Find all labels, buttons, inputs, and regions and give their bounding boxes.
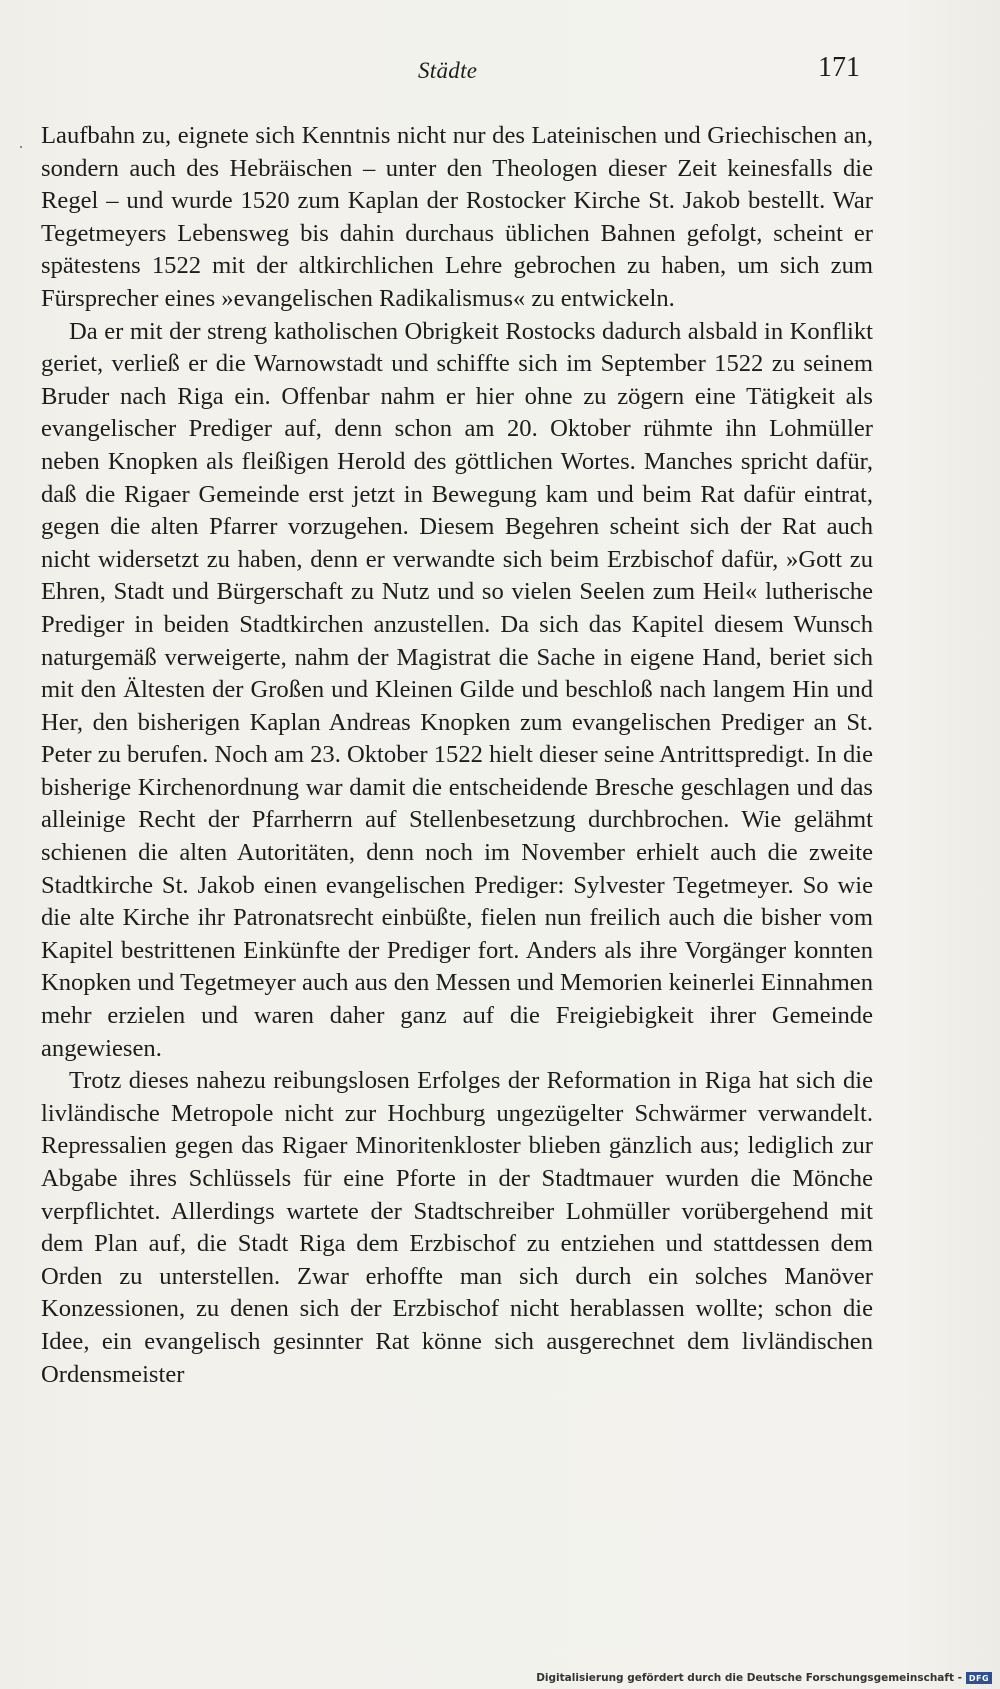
body-text: [41, 120, 873, 1391]
scan-speck: [20, 146, 22, 148]
paragraph-continuation: Laufbahn zu, eignete sich Kenntnis nicht nur des Lateinischen und Griechischen an, sondern auch des Hebräischen – unter den Theologen dieser Zeit keinesfalls die Regel – und wurde 1520 zum Kaplan der Rostocker Kirche St. Jakob bestellt. War Tegetmeyers Lebensweg bis dahin durchaus üblichen Bahnen gefolgt, scheint er spätestens 1522 mit der altkirchlichen Lehre gebrochen zu haben, um sich zum Fürsprecher eines »evangelischen Radikalismus« zu entwickeln.: [41, 122, 873, 312]
running-title: Städte: [418, 58, 478, 83]
paragraph-reformation-success: Trotz dieses nahezu reibungslosen Erfolges der Reformation in Riga hat sich die livländische Metropole nicht zur Hochburg ungezügelter Schwärmer verwandelt. Repressalien gegen das Rigaer Minoritenkloster blieben gänzlich aus; lediglich zur Abgabe ihres Schlüssels für eine Pforte in der Stadtmauer wurden die Mönche verpflichtet. Allerdings wartete der Stadtschreiber Lohmüller vorübergehend mit dem Plan auf, die Stadt Riga dem Erzbischof zu entziehen und stattdessen dem Orden zu unterstellen. Zwar erhoffte man sich durch ein solches Manöver Konzessionen, zu denen sich der Erzbischof nicht herablassen wollte; schon die Idee, ein evangelisch gesinnter Rat könne sich ausgerechnet dem livländischen Ordensmeister: [41, 1067, 873, 1388]
running-head: [0, 52, 1000, 92]
digitization-footer: [536, 1669, 992, 1687]
paragraph-riga-preachers: Da er mit der streng katholischen Obrigkeit Rostocks dadurch alsbald in Konflikt geriet, verließ er die Warnowstadt und schiffte sich im September 1522 zu seinem Bruder nach Riga ein. Offenbar nahm er hier ohne zu zögern eine Tätigkeit als evangelischer Prediger auf, denn schon am 20. Oktober rühmte ihn Lohmüller neben Knopken als fleißigen Herold des göttlichen Wortes. Manches spricht dafür, daß die Rigaer Gemeinde erst jetzt in Bewegung kam und beim Rat dafür eintrat, gegen die alten Pfarrer vorzugehen. Diesem Begehren scheint sich der Rat auch nicht widersetzt zu haben, denn er verwandte sich beim Erzbischof dafür, »Gott zu Ehren, Stadt und Bürgerschaft zu Nutz und so vielen Seelen zum Heil« lutherische Prediger in beiden Stadtkirchen anzustellen. Da sich das Kapitel diesem Wunsch naturgemäß verweigerte, nahm der Magistrat die Sache in eigene Hand, beriet sich mit den Ältesten der Großen und Kleinen Gilde und beschloß nach langem Hin und Her, den bisherigen Kaplan Andreas Knopken zum evangelischen Prediger an St. Peter zu berufen. Noch am 23. Oktober 1522 hielt dieser seine Antrittspredigt. In die bisherige Kirchenordnung war damit die entscheidende Bresche geschlagen und das alleinige Recht der Pfarrherrn auf Stellenbesetzung durchbrochen. Wie gelähmt schienen die alten Autoritäten, denn noch im November erhielt auch die zweite Stadtkirche St. Jakob einen evangelischen Prediger: Sylvester Tegetmeyer. So wie die alte Kirche ihr Patronatsrecht einbüßte, fielen nun freilich auch die bisher vom Kapitel bestrittenen Einkünfte der Prediger fort. Anders als ihre Vorgänger konnten Knopken und Tegetmeyer auch aus den Messen und Memorien keinerlei Einnahmen mehr erzielen und waren daher ganz auf die Freigiebigkeit ihrer Gemeinde angewiesen.: [41, 317, 873, 1062]
dfg-logo: DFG: [966, 1672, 992, 1684]
digitization-credit: Digitalisierung gefördert durch die Deutsche Forschungsgemeinschaft -: [536, 1672, 962, 1684]
page-number: 171: [818, 52, 860, 83]
